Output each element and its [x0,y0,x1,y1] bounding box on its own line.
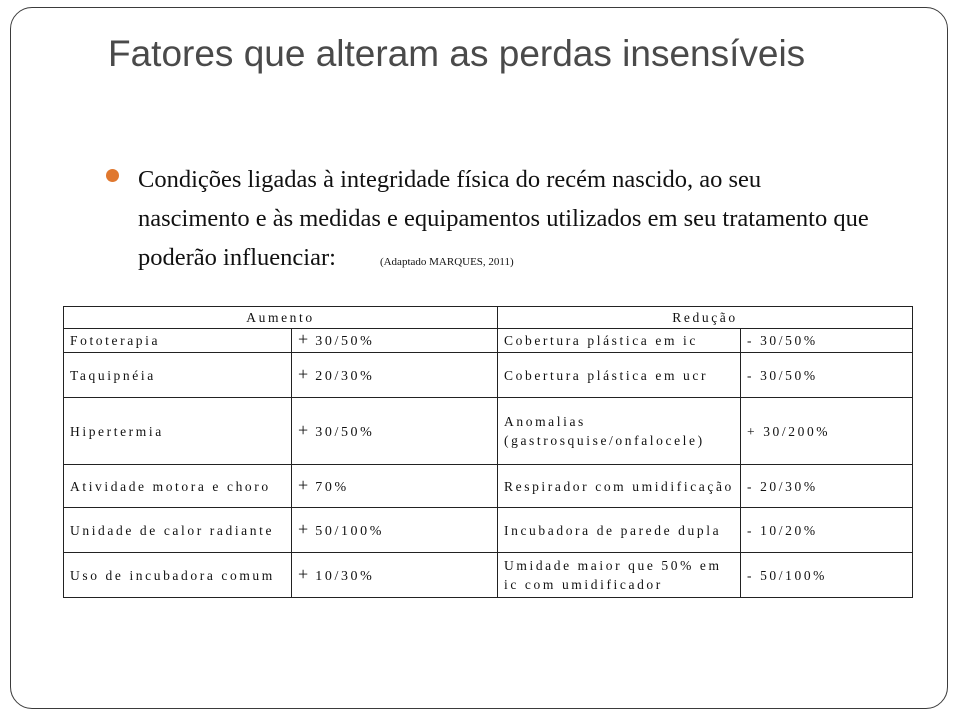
aumento-factor-cell: Fototerapia [64,329,292,353]
aumento-value-cell [292,508,498,553]
plus-sign: + [298,419,310,440]
aumento-value-cell [292,465,498,508]
reducao-factor-cell: Anomalias (gastrosquise/onfalocele) [498,398,741,465]
reducao-value-cell: - 30/50% [741,329,913,353]
table-row [64,398,913,465]
aumento-value: 10/30% [309,568,375,584]
aumento-value: 20/30% [309,368,375,384]
reducao-factor-cell: Respirador com umidificação [498,465,741,508]
aumento-value-cell [292,553,498,598]
table-row [64,508,913,553]
plus-sign: + [298,474,310,495]
reducao-value-cell: + 30/200% [741,398,913,465]
aumento-value: 70% [309,479,349,495]
bullet-text-block [138,160,878,282]
header-reducao: Redução [498,307,913,329]
aumento-factor-cell: Unidade de calor radiante [64,508,292,553]
bullet-dot-icon [106,169,119,182]
aumento-factor-cell: Hipertermia [64,398,292,465]
aumento-factor-cell: Uso de incubadora comum [64,553,292,598]
plus-sign: + [298,518,310,539]
table-header-row [64,307,913,329]
aumento-value-cell [292,329,498,353]
table-row [64,553,913,598]
reducao-value-cell: - 30/50% [741,353,913,398]
aumento-value-cell [292,353,498,398]
citation: (Adaptado MARQUES, 2011) [379,256,514,268]
plus-sign: + [298,363,310,384]
reducao-value-cell: - 20/30% [741,465,913,508]
plus-sign: + [298,563,310,584]
aumento-value: 30/50% [309,424,375,440]
reducao-factor-cell: Incubadora de parede dupla [498,508,741,553]
reducao-value-cell: - 50/100% [741,553,913,598]
reducao-value-cell: - 10/20% [741,508,913,553]
plus-sign: + [298,329,310,349]
table-row [64,329,913,353]
reducao-factor-cell: Umidade maior que 50% em ic com umidificador [498,553,741,598]
perdas-table [63,306,913,598]
reducao-factor-cell: Cobertura plástica em ucr [498,353,741,398]
reducao-factor-cell: Cobertura plástica em ic [498,329,741,353]
table-row [64,465,913,508]
slide-title: Fatores que alteram as perdas insensíveis [108,33,806,74]
aumento-value: 30/50% [309,334,375,349]
aumento-factor-cell: Atividade motora e choro [64,465,292,508]
header-aumento: Aumento [64,307,498,329]
bullet-text: Condições ligadas à integridade física do recém nascido, ao seu nascimento e às medidas e equipamentos utilizados em seu tratamento que poderão influenciar: [138,166,869,271]
aumento-factor-cell: Taquipnéia [64,353,292,398]
aumento-value-cell [292,398,498,465]
table-row [64,353,913,398]
aumento-value: 50/100% [309,523,385,539]
